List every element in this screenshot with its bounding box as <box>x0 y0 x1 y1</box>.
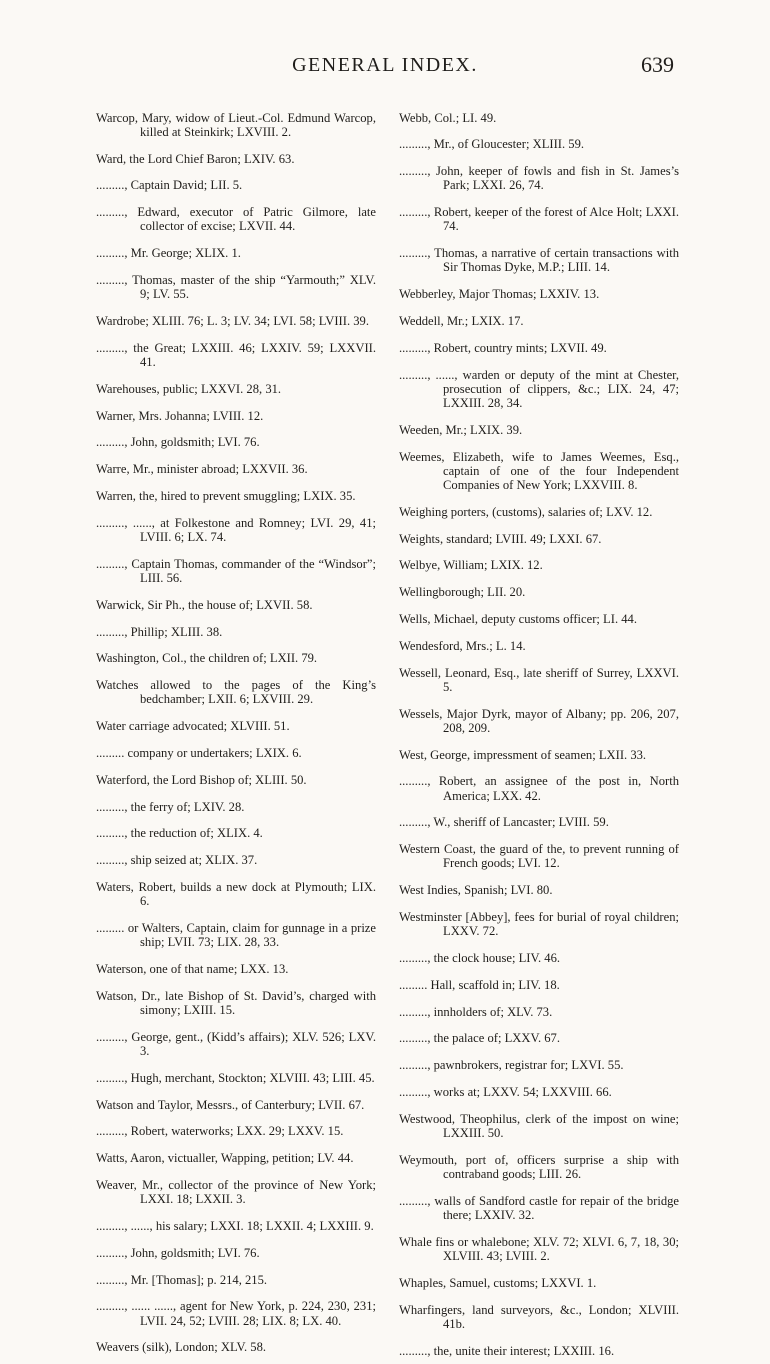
index-entry: ........., John, keeper of fowls and fish in St. James’s Park; LXXI. 26, 74. <box>399 164 679 193</box>
index-entry: Wendesford, Mrs.; L. 14. <box>399 638 526 653</box>
index-entry: Weymouth, port of, officers surprise a ship with contraband goods; LIII. 26. <box>399 1152 679 1181</box>
index-entry: ........., the Great; LXXIII. 46; LXXIV. 59; LXXVII. 41. <box>96 340 376 369</box>
index-entry: Western Coast, the guard of the, to prevent running of French goods; LVI. 12. <box>399 842 679 871</box>
index-entry: ........., the ferry of; LXIV. 28. <box>96 799 245 814</box>
index-column-left <box>96 98 376 1361</box>
index-entry: ........., Robert, keeper of the forest of Alce Holt; LXXI. 74. <box>399 205 679 234</box>
index-entry: Weemes, Elizabeth, wife to James Weemes, Esq., captain of one of the four Independent Companies of New York; LXXVIII. 8. <box>399 449 679 492</box>
index-entry: Warren, the, hired to prevent smuggling; LXIX. 35. <box>96 488 356 503</box>
index-entry: ........., the clock house; LIV. 46. <box>399 950 561 965</box>
index-entry: ........., Thomas, a narrative of certain transactions with Sir Thomas Dyke, M.P.; LIII. 14. <box>399 246 679 275</box>
index-entry: ........., Hugh, merchant, Stockton; XLVIII. 43; LIII. 45. <box>96 1070 375 1085</box>
index-column-right <box>399 98 679 1364</box>
index-entry: ........., ship seized at; XLIX. 37. <box>96 853 258 868</box>
index-entry: ........., ......, his salary; LXXI. 18; LXXII. 4; LXXIII. 9. <box>96 1218 374 1233</box>
index-entry: ........., the, unite their interest; LXXIII. 16. <box>399 1343 615 1358</box>
index-entry: ......... Hall, scaffold in; LIV. 18. <box>399 977 560 992</box>
index-entry: ........., ......, warden or deputy of the mint at Chester, prosecution of clippers, &c.; LIX. 24, 47; LXXIII. 28, 34. <box>399 367 679 410</box>
index-entry: Wardrobe; XLIII. 76; L. 3; LV. 34; LVI. 58; LVIII. 39. <box>96 313 369 328</box>
index-entry: Waterford, the Lord Bishop of; XLIII. 50. <box>96 772 307 787</box>
index-entry: ........., works at; LXXV. 54; LXXVIII. 66. <box>399 1084 612 1099</box>
index-entry: ......... company or undertakers; LXIX. 6. <box>96 745 302 760</box>
index-entry: Watches allowed to the pages of the King’s bedchamber; LXII. 6; LXVIII. 29. <box>96 678 376 707</box>
index-entry: Weights, standard; LVIII. 49; LXXI. 67. <box>399 531 602 546</box>
page-number: 639 <box>641 52 674 77</box>
index-entry: ........., the reduction of; XLIX. 4. <box>96 826 263 841</box>
index-entry: Wessels, Major Dyrk, mayor of Albany; pp. 206, 207, 208, 209. <box>399 706 679 735</box>
index-entry: Westminster [Abbey], fees for burial of royal children; LXXV. 72. <box>399 909 679 939</box>
index-entry: ........., ......, at Folkestone and Romney; LVI. 29, 41; LVIII. 6; LX. 74. <box>96 515 376 544</box>
index-entry: Webb, Col.; LI. 49. <box>399 110 497 125</box>
index-entry: Webberley, Major Thomas; LXXIV. 13. <box>399 287 600 302</box>
index-entry: Waterson, one of that name; LXX. 13. <box>96 961 289 976</box>
index-entry: Wessell, Leonard, Esq., late sheriff of Surrey, LXXVI. 5. <box>399 665 679 694</box>
index-entry: ........., Thomas, master of the ship “Yarmouth;” XLV. 9; LV. 55. <box>96 272 376 302</box>
index-entry: Ward, the Lord Chief Baron; LXIV. 63. <box>96 151 295 166</box>
index-entry: Water carriage advocated; XLVIII. 51. <box>96 719 290 734</box>
index-entry: West Indies, Spanish; LVI. 80. <box>399 883 553 898</box>
index-entry: ........., Phillip; XLIII. 38. <box>96 624 223 639</box>
index-entry: ........., W., sheriff of Lancaster; LVIII. 59. <box>399 815 609 830</box>
index-entry: ........., innholders of; XLV. 73. <box>399 1004 553 1019</box>
index-entry: Watson and Taylor, Messrs., of Canterbury; LVII. 67. <box>96 1097 365 1112</box>
index-entry: ......... or Walters, Captain, claim for gunnage in a prize ship; LVII. 73; LIX. 28, 33. <box>96 920 376 950</box>
index-entry: Weaver, Mr., collector of the province of New York; LXXI. 18; LXXII. 3. <box>96 1177 376 1207</box>
index-entry: Westwood, Theophilus, clerk of the impost on wine; LXXIII. 50. <box>399 1111 679 1140</box>
index-entry: Washington, Col., the children of; LXII. 79. <box>96 651 318 666</box>
index-entry: ........., pawnbrokers, registrar for; LXVI. 55. <box>399 1058 624 1073</box>
index-entry: ........., ...... ......, agent for New York, p. 224, 230, 231; LVII. 24, 52; LVIII. 28; LIX. 8; LX. 40. <box>96 1299 376 1328</box>
index-entry: Weeden, Mr.; LXIX. 39. <box>399 422 523 437</box>
index-entry: ........., Robert, country mints; LXVII. 49. <box>399 340 607 355</box>
index-entry: Watson, Dr., late Bishop of St. David’s, charged with simony; LXIII. 15. <box>96 988 376 1017</box>
index-entry: ........., Mr. George; XLIX. 1. <box>96 246 241 261</box>
index-entry: ........., Captain David; LII. 5. <box>96 178 243 193</box>
index-entry: Weddell, Mr.; LXIX. 17. <box>399 313 524 328</box>
running-head <box>0 52 770 82</box>
index-entry: ........., George, gent., (Kidd’s affairs); XLV. 526; LXV. 3. <box>96 1029 376 1058</box>
index-entry: ........., Robert, waterworks; LXX. 29; LXXV. 15. <box>96 1124 344 1139</box>
index-entry: Warre, Mr., minister abroad; LXXVII. 36. <box>96 462 308 477</box>
index-entry: Welbye, William; LXIX. 12. <box>399 558 543 573</box>
index-entry: ........., Captain Thomas, commander of the “Windsor”; LIII. 56. <box>96 556 376 585</box>
index-entry: Waters, Robert, builds a new dock at Plymouth; LIX. 6. <box>96 879 376 909</box>
index-entry: ........., Mr., of Gloucester; XLIII. 59. <box>399 137 585 152</box>
index-entry: ........., walls of Sandford castle for repair of the bridge there; LXXIV. 32. <box>399 1193 679 1222</box>
index-entry: Whale fins or whalebone; XLV. 72; XLVI. 6, 7, 18, 30; XLVIII. 43; LVIII. 2. <box>399 1234 679 1263</box>
index-entry: Whaples, Samuel, customs; LXXVI. 1. <box>399 1275 597 1290</box>
index-entry: ........., the palace of; LXXV. 67. <box>399 1031 560 1046</box>
index-entry: ........., Edward, executor of Patric Gilmore, late collector of excise; LXVII. 44. <box>96 205 376 234</box>
index-entry: Wells, Michael, deputy customs officer; LI. 44. <box>399 611 637 626</box>
index-entry: Warwick, Sir Ph., the house of; LXVII. 58. <box>96 597 313 612</box>
index-entry: Wharfingers, land surveyors, &c., London; XLVIII. 41b. <box>399 1302 679 1331</box>
index-entry: Wellingborough; LII. 20. <box>399 585 526 600</box>
index-entry: Warner, Mrs. Johanna; LVIII. 12. <box>96 408 264 423</box>
index-entry: Warcop, Mary, widow of Lieut.-Col. Edmund Warcop, killed at Steinkirk; LXVIII. 2. <box>96 110 376 139</box>
index-entry: ........., Robert, an assignee of the post in, North America; LXX. 42. <box>399 774 679 803</box>
index-entry: West, George, impressment of seamen; LXII. 33. <box>399 747 647 762</box>
index-entry: ........., Mr. [Thomas]; p. 214, 215. <box>96 1272 268 1287</box>
index-entry: Watts, Aaron, victualler, Wapping, petition; LV. 44. <box>96 1151 354 1166</box>
page-title: GENERAL INDEX. <box>292 54 478 76</box>
index-entry: ........., John, goldsmith; LVI. 76. <box>96 1245 260 1260</box>
index-entry: Weavers (silk), London; XLV. 58. <box>96 1340 267 1355</box>
index-entry: Warehouses, public; LXXVI. 28, 31. <box>96 381 282 396</box>
index-entry: ........., John, goldsmith; LVI. 76. <box>96 435 260 450</box>
index-entry: Weighing porters, (customs), salaries of; LXV. 12. <box>399 504 653 519</box>
